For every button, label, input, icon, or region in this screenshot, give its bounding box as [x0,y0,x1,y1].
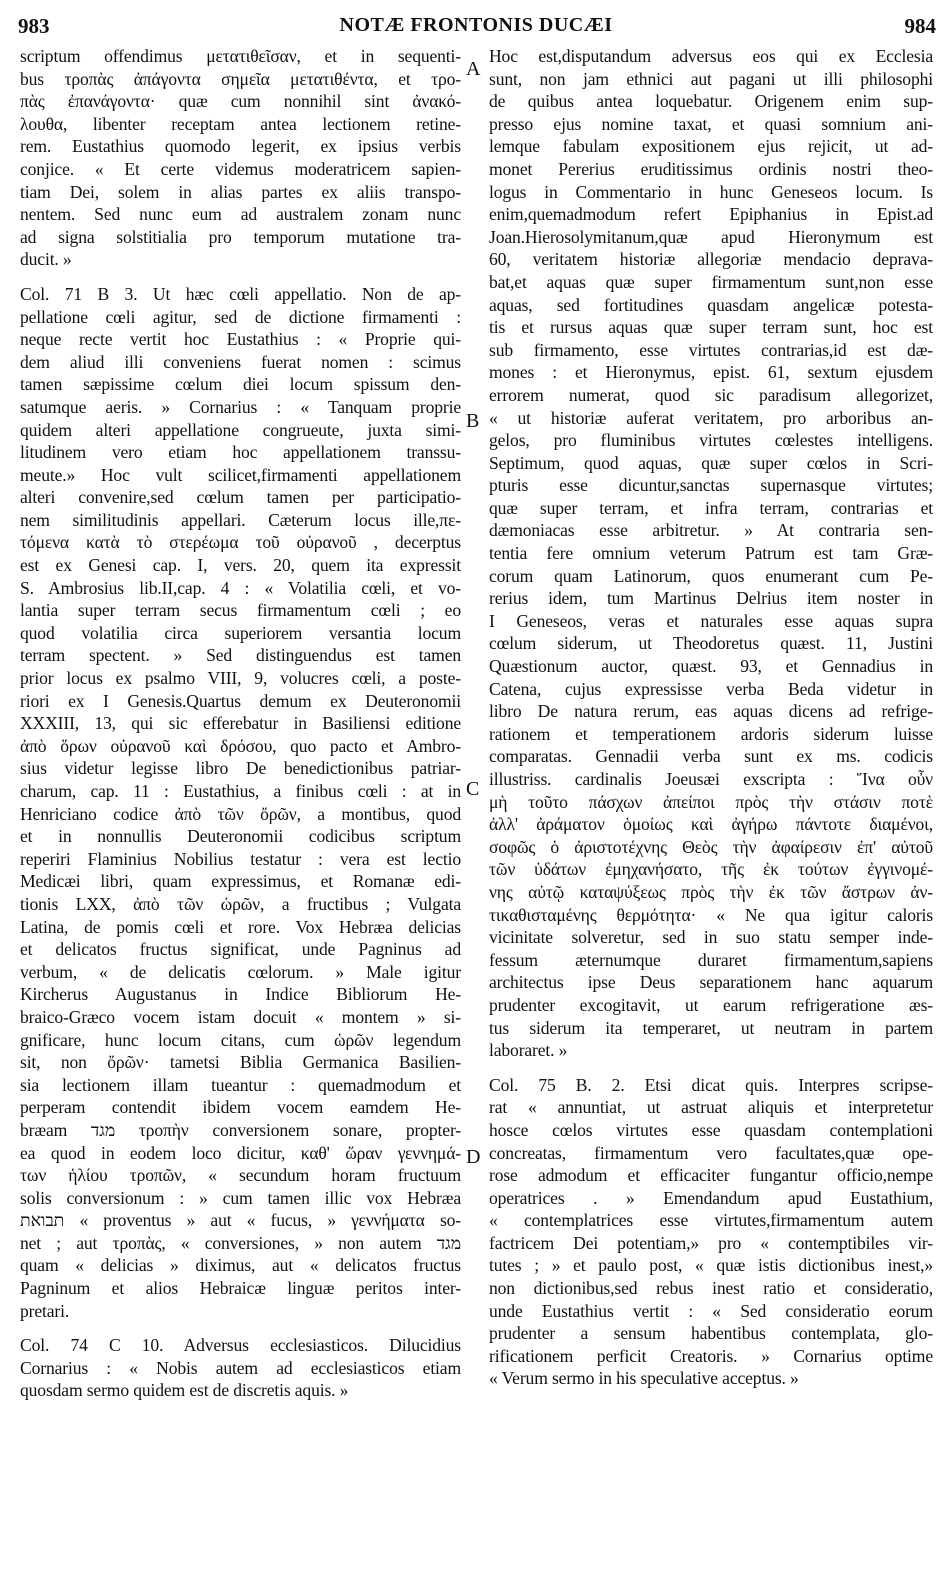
text-line: operatrices . » Emendandum apud Eustathium, [489,1187,933,1208]
text-line: S. Ambrosius lib.II,cap. 4 : « Volatilia cœli, et vo- [20,577,461,598]
text-line: nem similitudinis appellari. Cæterum locus ille,πε- [20,509,461,530]
margin-letter-d: D [466,1146,481,1168]
text-line: charum, cap. 11 : Eustathius, a finibus cœli : at in [20,781,461,801]
text-line: gnificare, hunc locum citans, cum ὡρῶν legendum [20,1029,461,1050]
text-line: quosdam sermo quidem est de discretis aquis. » [20,1380,349,1401]
text-line: ἀπὸ ὅρων οὐρανοῦ καὶ δρόσου, quo pacto et Ambro- [20,735,461,756]
text-line: tionis LXX, ἀπὸ τῶν ὡρῶν, a fructibus ; Vulgata [20,893,461,914]
page-number-left: 983 [18,14,50,38]
text-line: « Verum sermo in his speculative acceptus. » [489,1368,799,1389]
text-line: non dictionibus,sed rebus inest ratio et consideratio, [489,1278,933,1299]
text-line: prior locus ex psalmo VIII, 9, volucres cœli, a poste- [20,668,461,689]
text-line: ad signa solstitialia pro temporum mutatione tra- [20,226,461,247]
text-line: riori ex I Genesis.Quartus demum ex Deuteronomii [20,690,461,711]
text-line: sia lectionem illam tueantur : quemadmodum et [20,1074,461,1095]
text-line: scriptum offendimus μετατιθεῖσαν, et in sequenti- [20,46,461,66]
text-line: tentia fere omnium veterum Patrum est tam Græ- [489,543,933,564]
text-line: dæmoniacas esse arbitretur. » At contraria sen- [489,520,933,541]
text-line: bat,et aquas quæ super firmamentum sunt,non esse [489,271,933,292]
margin-letter-a: A [466,58,481,80]
text-line: quod volatilia circa superiorem versantia locum [20,622,461,643]
text-line: pturis esse dicuntur,sanctas supernasque virtutes; [489,475,933,496]
text-line: τῶν ὑδάτων ἐμηχανήσατο, τῆς ἐκ τούτων ἐγγινομέ- [489,859,933,880]
text-line: cœlum siderum, ut Theodoretus quæst. 11, Justini [489,633,933,654]
text-line: pellatione cœli agitur, sed de dictione firmamenti : [20,306,461,327]
text-line: et delicatos fructus significat, unde Pagninus ad [20,939,461,960]
text-line: Latina, de pomis cœli et rore. Vox Hebræa delicias [20,916,461,937]
text-line: Quæstionum auctor, quæst. 93, et Gennadius in [489,656,933,677]
text-line: ducit. » [20,249,72,270]
text-line: et in nonnullis Deuteronomii codicibus scriptum [20,826,461,847]
text-line [20,271,461,283]
text-line: tis et rursus aquas quæ super terram sunt, hoc est [489,317,933,338]
text-line: Septimum, quod aquas, quæ super cœlos in Scri- [489,452,933,473]
text-line: enim,quemadmodum refert Epiphanius in Epist.ad [489,204,933,225]
text-line: laboraret. » [489,1040,568,1061]
text-line: prudenter excogitavit, ut earum refrigeratione æs- [489,994,933,1015]
text-line: « contemplatrices esse virtutes,firmamentum autem [489,1210,933,1231]
text-line: concreatas, firmamentum vero facultates,quæ ope- [489,1142,933,1163]
text-line: Col. 71 B 3. Ut hæc cœli appellatio. Non de ap- [20,283,461,304]
text-line: errorem numerat, quod sic paradisum allegorizet, [489,384,933,405]
text-line: μὴ τοῦτο πάσχων ἀπείποι πρὸς τὴν στάσιν ποτὲ [489,791,933,812]
text-line: ea quod in eodem loco dicitur, καθ' ὥραν γεννημά- [20,1142,461,1163]
text-line: sit, non ὄρῶν· tametsi Biblia Germanica Basilien- [20,1052,461,1073]
text-line: ἀλλ' ἀράματον ὁμοίως καὶ ἀγήρω πάντοτε διαμένοι, [489,814,933,835]
text-line: τόμενα κατὰ τὸ στερέωμα τοῦ οὐρανοῦ , decerptus [20,532,461,553]
text-line: των ἡλίου τροπῶν, « secundum horam fructuum [20,1165,461,1186]
text-line: XXXIII, 13, qui sic efferebatur in Basiliensi editione [20,713,461,734]
text-line: Pagninum et alios Hebraicæ linguæ peritos inter- [20,1278,461,1299]
text-line: conjice. « Et certe videmus moderatricem sapien- [20,158,461,179]
text-line: neque recte vertit hoc Eustathius : « Proprie qui- [20,329,461,350]
running-title: NOTÆ FRONTONIS DUCÆI [339,14,613,36]
text-line: net ; aut τροπὰς, « conversiones, » non autem מגד [20,1232,461,1253]
text-line: lantia super terram secus firmamentum cœli ; eo [20,600,461,621]
text-line: alteri convenire,sed cœlum tamen per participatio- [20,487,461,508]
text-line: tamen sæpissime cœlum diei locum spissum den- [20,374,461,395]
text-line: meute.» Hoc vult scilicet,firmamenti appellationem [20,464,461,485]
text-line [489,1062,933,1074]
text-line: aquas, sed fortitudines quasdam angelicæ potesta- [489,294,933,315]
text-line: sub firmamento, esse virtutes contrarias,id est dæ- [489,339,933,360]
text-line: « ut historiæ auferat veritatem, pro arboribus an- [489,407,933,428]
text-line: unde Eustathius vertit : « Sed consideratio eorum [489,1300,933,1321]
text-line: vicinitate solveretur, sed in suo statu semper inde- [489,927,933,948]
text-line: corum quam Latinorum, quos enumerant cum Pe- [489,565,933,586]
text-line: terram spectent. » Sed distinguendus est tamen [20,645,461,666]
text-line: gelos, pro fluminibus virtutes cœlestes intelligens. [489,430,933,451]
text-line: rem. Eustathius quomodo legerit, ex ipsius verbis [20,136,461,157]
page-number-right: 984 [904,14,936,38]
text-line: architectus ipse Deus separationem hanc aquarum [489,972,933,993]
text-line: rat « annuntiat, ut astruat aliquis et interpretetur [489,1097,933,1118]
text-line: Cornarius : « Nobis autem ad ecclesiasticos etiam [20,1357,461,1378]
text-line: satumque aeris. » Cornarius : « Tanquam proprie [20,396,461,417]
margin-letter-b: B [466,410,480,432]
text-line: תבואת « proventus » aut « fucus, » γεννήματα so- [20,1210,461,1231]
text-line: sius videtur legisse libro De benedictionibus patriar- [20,758,461,779]
text-line: reperiri Flaminius Nobilius testatur : vera est lectio [20,848,461,869]
text-line: quidem alteri appellatione congrueute, juxta simi- [20,419,461,440]
text-line: braico-Græco vocem istam docuit « montem » si- [20,1006,461,1027]
text-line: tiam Dei, solem in alias partes ex aliis transpo- [20,181,461,202]
text-line: bræam מגד τροπὴν conversionem sonare, propter- [20,1119,461,1140]
text-line: bus τροπὰς ἀπάγοντα σημεῖα μετατιθέντα, et τρο- [20,68,461,89]
text-line: rationem et temperationem ardoris siderum luisse [489,723,933,744]
text-line: Hoc est,disputandum adversus eos qui ex Ecclesia [489,46,933,66]
text-line: σοφῶς ὁ ἀριστοτέχνης Θεὸς τὴν ἀφαίρεσιν ἐπ' αὐτοῦ [489,836,933,857]
text-line: presso ejus nomine taxat, et quasi somnium ani- [489,113,933,134]
text-line: illustriss. cardinalis Joeusæi exscripta : Ἵνα οὖν [489,769,933,789]
text-line: Henriciano codice ἀπὸ τῶν ὄρῶν, a montibus, quod [20,803,461,824]
text-line: τικαθισταμένης θερμότητα· « Ne qua igitur caloris [489,904,933,925]
text-line: mones : et Hieronymus, epist. 61, sextum ejusdem [489,362,933,383]
text-line: fessum æternumque duraret firmamentum,sapiens [489,949,933,970]
text-line: factricem Dei potentiam,» pro « contemptibiles vir- [489,1232,933,1253]
text-line: solis conversionum : » cum tamen illic vox Hebræa [20,1187,461,1208]
text-line: Joan.Hierosolymitanum,quæ apud Hieronymum est [489,226,933,247]
text-line: Catena, cujus expressisse verba Beda videtur in [489,678,933,699]
text-line: rose admodum et efficaciter fungantur officio,nempe [489,1165,933,1186]
text-line: verbum, « de delicatis cœlorum. » Male igitur [20,961,461,982]
text-line: Col. 74 C 10. Adversus ecclesiasticos. Dilucidius [20,1335,461,1356]
margin-letter-c: C [466,778,480,800]
text-line: lemque fabulam expositionem ejus rejicit, ut ad- [489,136,933,157]
text-line: logus in Commentario in hunc Geneseos locum. Is [489,181,933,202]
text-line: tus siderum ita temperaret, ut neutram in partem [489,1017,933,1038]
text-line: tutes ; » et paulo post, « quæ istis dictionibus inest,» [489,1255,933,1276]
text-line: dem aliud illi conveniens fuerat nomen : scimus [20,351,461,372]
text-line: rerius idem, tum Martinus Delrius item noster in [489,588,933,609]
text-line: Medicæi libri, quam expressimus, et Romanæ edi- [20,871,461,892]
text-line: 60, veritatem historiæ allegoriæ mendacio deprava- [489,249,933,270]
text-line: nentem. Sed nunc eum ad australem zonam nunc [20,204,461,225]
text-line [20,1322,461,1334]
text-line: de quibus antea loquebatur. Origenem enim sup- [489,91,933,112]
text-line: πὰς ἐπανάγοντα· quæ cum nonnihil sint ἀνακό- [20,91,461,112]
text-line: sunt, non jam ethnici aut pagani ut illi philosophi [489,68,933,89]
left-column [20,45,461,1402]
text-line: libro De natura rerum, eas aquas dicens ad refrige- [489,701,933,722]
text-line: pretari. [20,1300,70,1321]
text-line: quam « delicias » diximus, aut « delicatos fructus [20,1255,461,1276]
right-column [489,45,933,1390]
text-line: monet Pererius eruditissimus ordinis nostri theo- [489,158,933,179]
text-line: hosce cœlos virtutes esse quasdam contemplationi [489,1119,933,1140]
text-line: rificationem perficit Creatoris. » Cornarius optime [489,1345,933,1366]
text-line: Col. 75 B. 2. Etsi dicat quis. Interpres scripse- [489,1074,933,1095]
text-line: comparatas. Gennadii verba sunt ex ms. codicis [489,746,933,767]
text-line: I Geneseos, veras et naturales esse aquas supra [489,610,933,631]
text-line: quæ super terram, et infra terram, contrarias et [489,497,933,518]
text-line: perperam contendit ibidem vocem eamdem He- [20,1097,461,1118]
text-line: est ex Genesi cap. I, vers. 20, quem ita expressit [20,555,461,576]
text-line: prudenter a sensum habentibus contemplata, glo- [489,1323,933,1344]
text-line: litudinem vero etiam hoc appellationem transsu- [20,442,461,463]
text-line: Kircherus Augustanus in Indice Bibliorum He- [20,984,461,1005]
text-line: νης αὐτῷ καταψύξεως πρὸς τὴν ἐκ τῶν ἄστρων ἀν- [489,881,933,902]
text-line: λουθα, libenter receptam antea lectionem retine- [20,113,461,134]
